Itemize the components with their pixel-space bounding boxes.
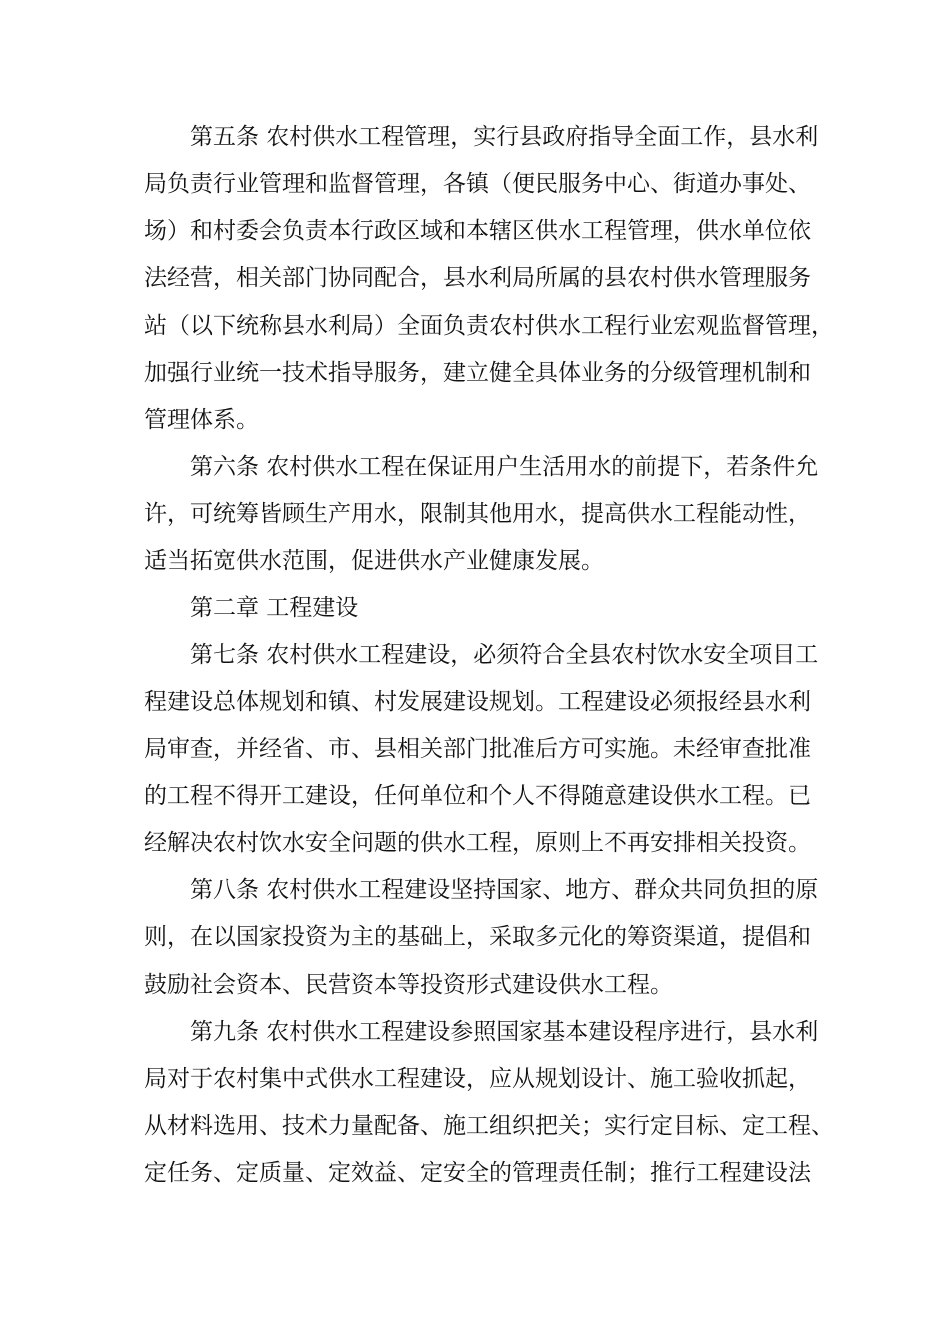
text-line: 从材料选用、技术力量配备、施工组织把关；实行定目标、定工程、 <box>144 1113 834 1139</box>
chapter-heading: 第二章 工程建设 <box>190 595 359 621</box>
text-line: 适当拓宽供水范围，促进供水产业健康发展。 <box>144 548 604 574</box>
text-line: 局对于农村集中式供水工程建设，应从规划设计、施工验收抓起， <box>144 1066 811 1092</box>
text-line: 则，在以国家投资为主的基础上，采取多元化的筹资渠道，提倡和 <box>144 924 811 950</box>
text-line: 第九条 农村供水工程建设参照国家基本建设程序进行，县水利 <box>190 1019 819 1045</box>
text-line: 局审查，并经省、市、县相关部门批准后方可实施。未经审查批准 <box>144 736 811 762</box>
text-line: 第七条 农村供水工程建设，必须符合全县农村饮水安全项目工 <box>190 642 819 668</box>
text-line: 鼓励社会资本、民营资本等投资形式建设供水工程。 <box>144 972 673 998</box>
text-line: 定任务、定质量、定效益、定安全的管理责任制；推行工程建设法 <box>144 1160 811 1186</box>
text-line: 程建设总体规划和镇、村发展建设规划。工程建设必须报经县水利 <box>144 689 811 715</box>
text-line: 第六条 农村供水工程在保证用户生活用水的前提下，若条件允 <box>190 454 819 480</box>
text-line: 站（以下统称县水利局）全面负责农村供水工程行业宏观监督管理， <box>144 313 834 339</box>
text-line: 法经营，相关部门协同配合，县水利局所属的县农村供水管理服务 <box>144 265 811 291</box>
text-line: 许，可统筹皆顾生产用水，限制其他用水，提高供水工程能动性， <box>144 501 811 527</box>
text-line: 经解决农村饮水安全问题的供水工程，原则上不再安排相关投资。 <box>144 830 811 856</box>
text-line: 加强行业统一技术指导服务，建立健全具体业务的分级管理机制和 <box>144 360 811 386</box>
text-line: 的工程不得开工建设，任何单位和个人不得随意建设供水工程。已 <box>144 783 811 809</box>
text-line: 第八条 农村供水工程建设坚持国家、地方、群众共同负担的原 <box>190 877 819 903</box>
text-line: 第五条 农村供水工程管理，实行县政府指导全面工作，县水利 <box>190 124 819 150</box>
text-line: 场）和村委会负责本行政区域和本辖区供水工程管理，供水单位依 <box>144 218 811 244</box>
text-line: 局负责行业管理和监督管理，各镇（便民服务中心、街道办事处、 <box>144 171 811 197</box>
text-line: 管理体系。 <box>144 407 259 433</box>
